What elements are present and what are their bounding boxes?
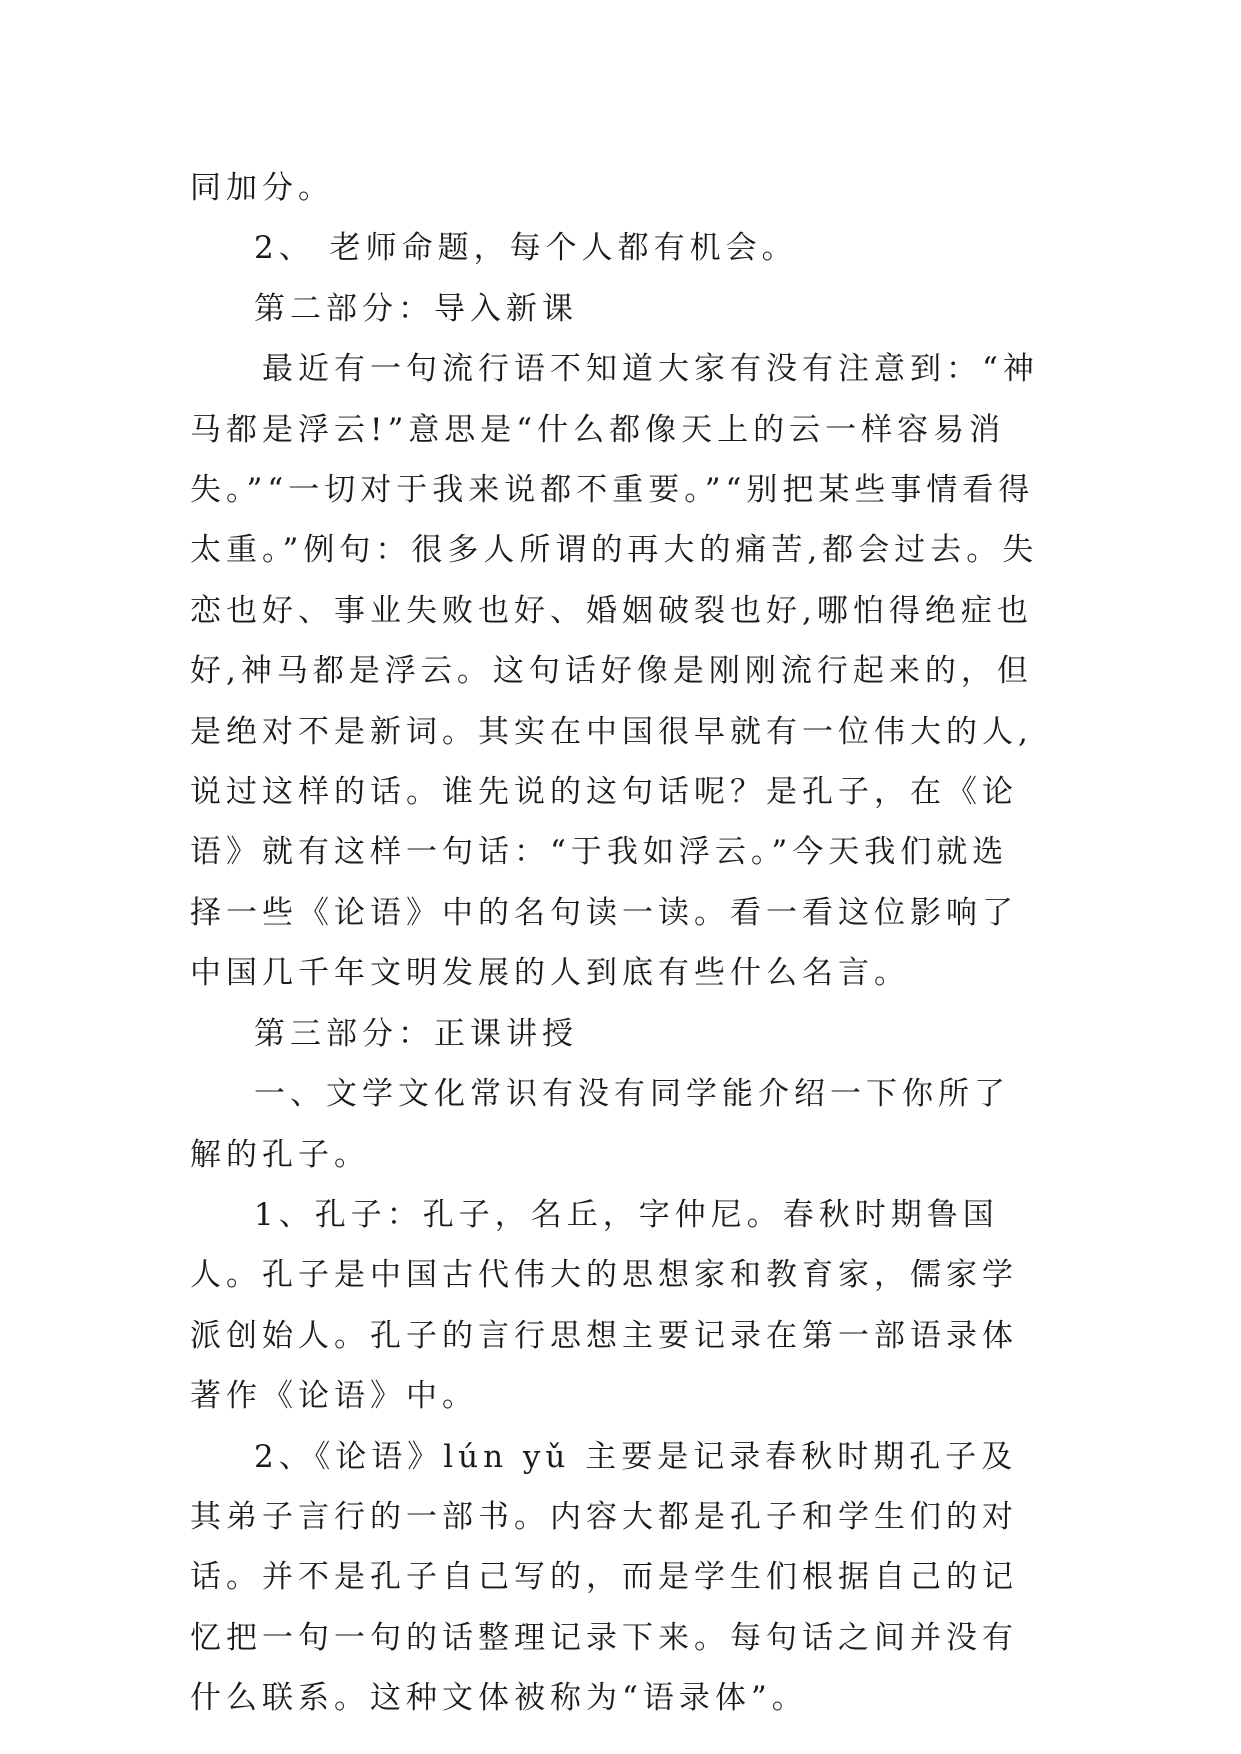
paragraph-introduction: 最近有一句流行语不知道大家有没有注意到：“神马都是浮云!”意思是“什么都像天上的云一样容易消失。”“一切对于我来说都不重要。”“别把某些事情看得太重。”例句：很多人所谓的再大的痛苦,都会过去。失恋也好、事业失败也好、婚姻破裂也好,哪怕得绝症也好,神马都是浮云。这句话好像是刚刚流行起来的，但是绝对不是新词。其实在中国很早就有一位伟大的人,说过这样的话。谁先说的这句话呢？是孔子，在《论语》就有这样一句话：“于我如浮云。”今天我们就选择一些《论语》中的名句读一读。看一看这位影响了中国几千年文明发展的人到底有些什么名言。: [190, 351, 1039, 992]
paragraph-literary-knowledge: 一、文学文化常识有没有同学能介绍一下你所了解的孔子。: [190, 1076, 1010, 1173]
paragraph-continuation: 同加分。: [190, 170, 334, 206]
paragraph-item-2: 2、 老师命题，每个人都有机会。: [254, 230, 798, 267]
paragraph-analects: 2、《论语》lún yǔ 主要是记录春秋时期孔子及其弟子言行的一部书。内容大都是孔子和学生们的对话。并不是孔子自己写的，而是学生们根据自己的记忆把一句一句的话整理记录下来。每句话之间并没有什么联系。这种文体被称为“语录体”。: [190, 1438, 1018, 1717]
section-heading-part-three: 第三部分：正课讲授: [254, 1015, 578, 1052]
paragraph-confucius: 1、孔子：孔子，名丘，字仲尼。春秋时期鲁国人。孔子是中国古代伟大的思想家和教育家，儒家学派创始人。孔子的言行思想主要记录在第一部语录体著作《论语》中。: [190, 1196, 1018, 1415]
document-body: [190, 158, 1040, 1729]
section-heading-part-two: 第二部分：导入新课: [254, 290, 578, 327]
